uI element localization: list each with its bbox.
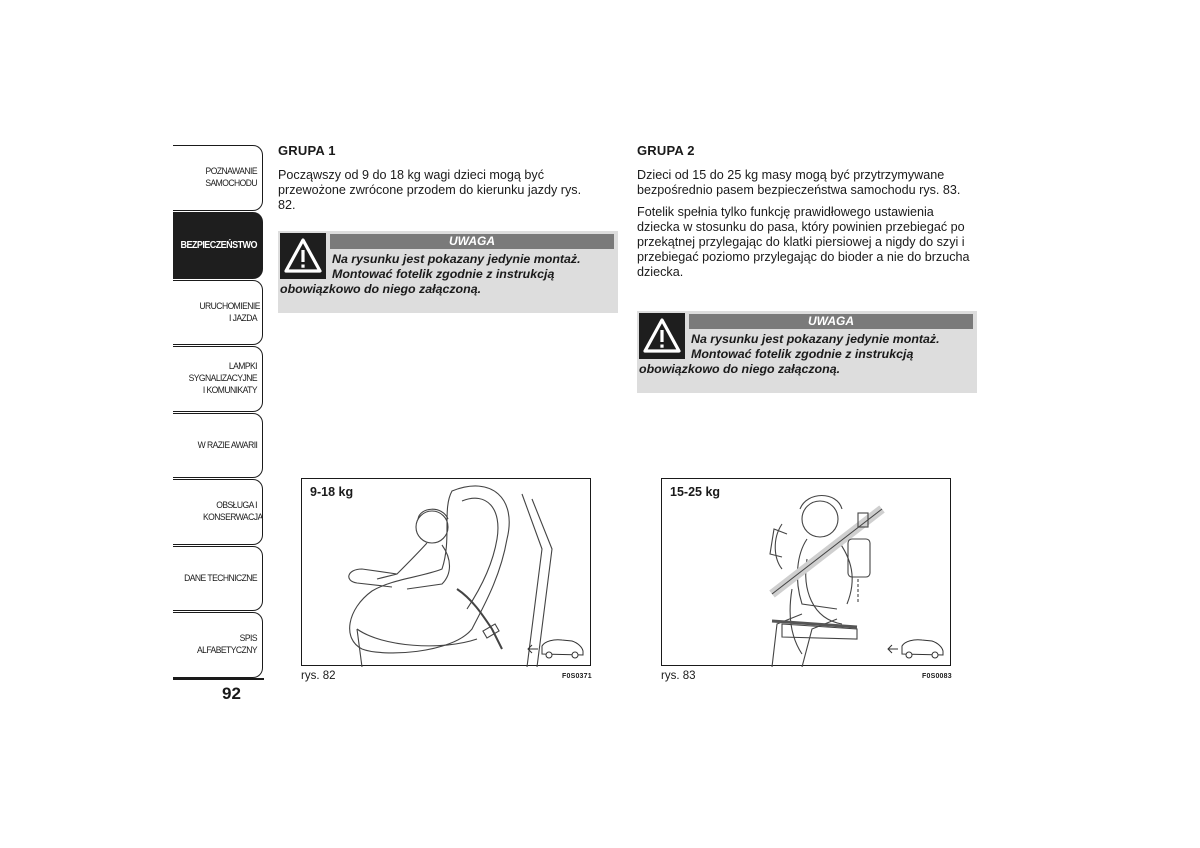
warning-line: Montować fotelik zgodnie z instrukcją: [332, 267, 555, 281]
tab-obsluga-i-konserwacja[interactable]: [173, 479, 263, 545]
figure-82: [301, 478, 591, 666]
tab-uruchomienie-i-jazda[interactable]: [173, 280, 263, 345]
warning-title: UWAGA: [330, 234, 614, 249]
tab-spis-alfabetyczny[interactable]: [173, 612, 263, 678]
warning-text: [639, 332, 973, 377]
warning-box: [278, 231, 618, 313]
warning-text: [280, 252, 614, 297]
tab-lampki-sygnalizacyjne[interactable]: [173, 346, 263, 412]
tab-label: BEZPIECZEŃSTWO: [180, 239, 257, 251]
figure-caption: rys. 83: [661, 670, 696, 682]
paragraph: Dzieci od 15 do 25 kg masy mogą być przytrzymywane bezpośrednio pasem bezpieczeństwa samochodu rys. 83.: [637, 168, 961, 197]
tab-w-razie-awarii[interactable]: [173, 413, 263, 478]
booster-seat-illustration: [662, 479, 952, 667]
tab-label: DANE TECHNICZNE: [184, 572, 257, 584]
warning-line: Montować fotelik zgodnie z instrukcją: [691, 347, 914, 361]
travel-direction-icon: [528, 640, 583, 658]
tab-label: W RAZIE AWARII: [197, 439, 257, 451]
warning-line: obowiązkowo do niego załączoną.: [280, 282, 482, 296]
figure-83: [661, 478, 951, 666]
travel-direction-icon: [888, 640, 943, 658]
child-seat-forward-illustration: [302, 479, 592, 667]
page-number: 92: [222, 684, 241, 703]
figure-code: F0S0083: [922, 673, 952, 680]
warning-line: obowiązkowo do niego załączoną.: [639, 362, 841, 376]
figure-caption: rys. 82: [301, 670, 336, 682]
section-heading: GRUPA 1: [278, 143, 336, 158]
tab-poznawanie-samochodu[interactable]: [173, 145, 263, 211]
figure-code: F0S0371: [562, 673, 592, 680]
tab-dane-techniczne[interactable]: [173, 546, 263, 611]
warning-line: Na rysunku jest pokazany jedynie montaż.: [332, 252, 581, 266]
tabs-divider: [173, 678, 264, 680]
left-column: [278, 143, 618, 220]
tab-label: SPIS ALFABETYCZNY: [196, 633, 257, 656]
right-column: [637, 143, 977, 287]
warning-line: Na rysunku jest pokazany jedynie montaż.: [691, 332, 940, 346]
warning-box: [637, 311, 977, 393]
tab-label: POZNAWANIE SAMOCHODU: [205, 166, 257, 189]
section-heading: GRUPA 2: [637, 143, 695, 158]
paragraph: Począwszy od 9 do 18 kg wagi dzieci mogą być przewożone zwrócone przodem do kierunku jazdy rys. 82.: [278, 168, 582, 212]
warning-title: UWAGA: [689, 314, 973, 329]
paragraph: Fotelik spełnia tylko funkcję prawidłowego ustawienia dziecka w stosunku do pasa, który powinien przebiegać po przekątnej przylegając do klatki piersiowej a nigdy do szyi i przebiegać poziomo przylegając do bioder a nie do brzucha dziecka.: [637, 205, 970, 279]
weight-label: 9-18 kg: [310, 485, 354, 499]
tab-label: URUCHOMIENIE I JAZDA: [199, 300, 260, 324]
tab-bezpieczenstwo[interactable]: [173, 212, 263, 279]
tab-label: OBSŁUGA I KONSERWACJA: [203, 500, 263, 523]
tab-label: LAMPKI SYGNALIZACYJNE I KOMUNIKATY: [188, 361, 258, 396]
weight-label: 15-25 kg: [670, 485, 721, 499]
